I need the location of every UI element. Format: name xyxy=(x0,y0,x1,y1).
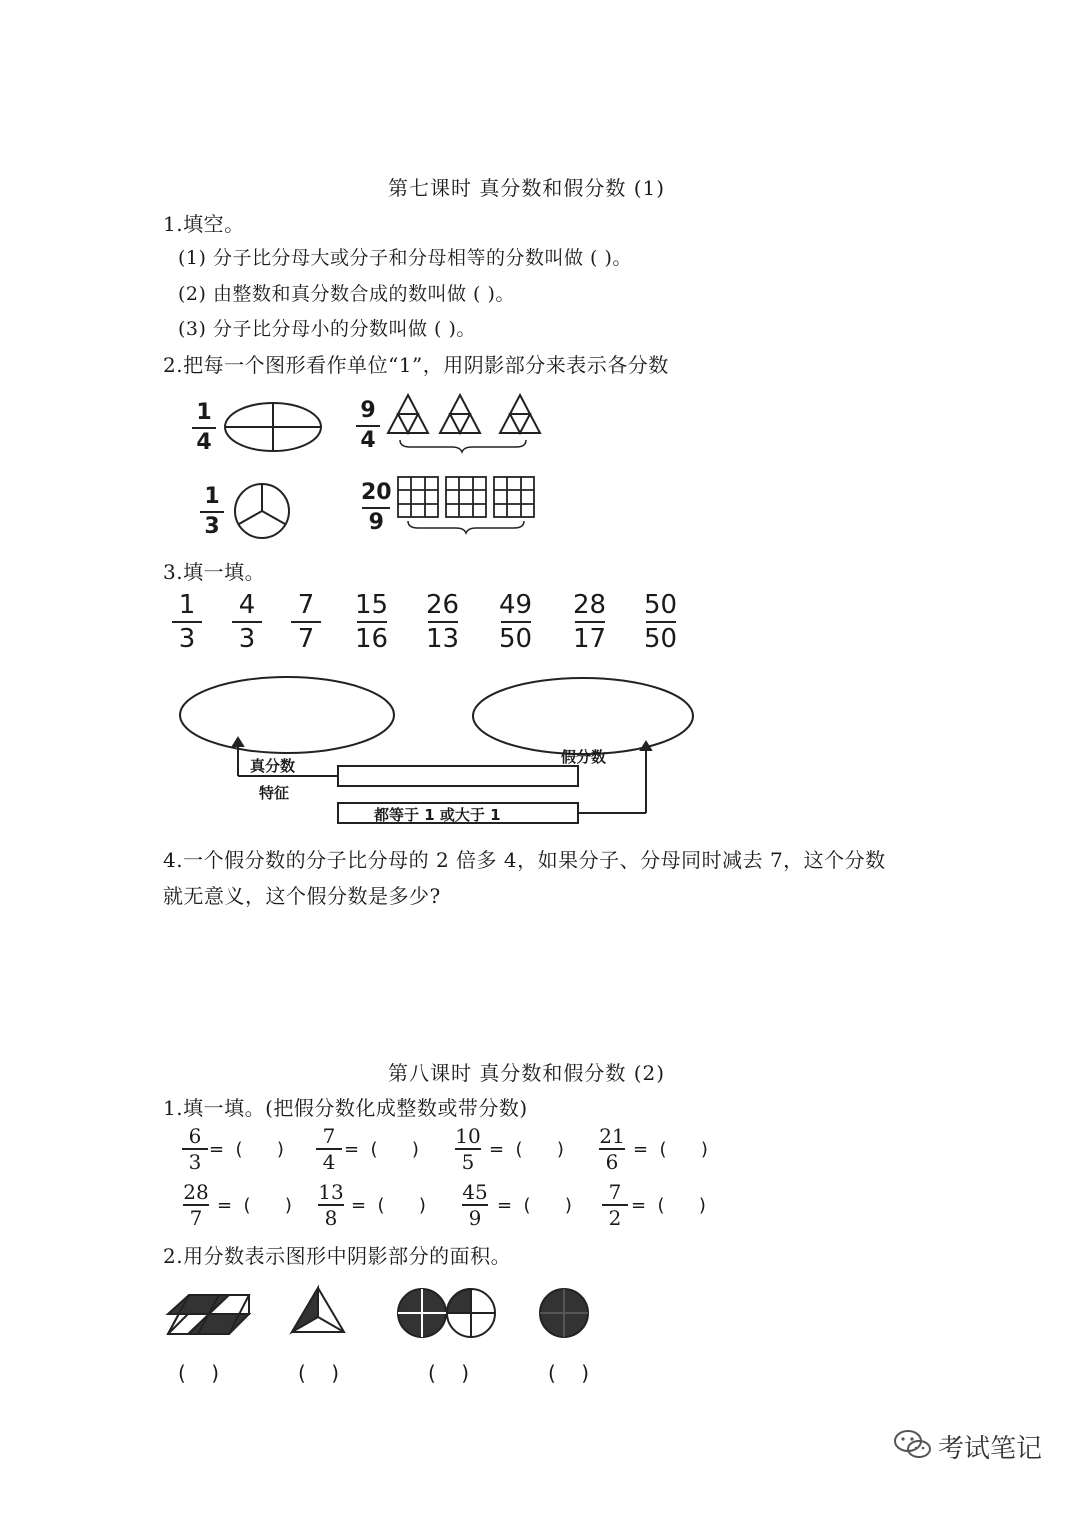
l7-q1-item-3: (3) 分子比分母小的分数叫做 ( )。 xyxy=(178,318,476,340)
fraction-1-3: 1 3 xyxy=(200,486,224,538)
fraction-1-4: 1 4 xyxy=(192,402,216,454)
q3-fraction-8: 50 50 xyxy=(644,590,678,654)
l8-blank-6[interactable]: = ( ) xyxy=(351,1195,426,1216)
full-circle-figure xyxy=(540,1289,588,1337)
q3-fraction-3: 7 7 xyxy=(291,592,321,652)
l7-q1-heading: 1.填空。 xyxy=(163,212,245,236)
l7-q4-line1: 4.一个假分数的分子比分母的 2 倍多 4，如果分子、分母同时减去 7，这个分数 xyxy=(163,848,886,872)
q3-fraction-1: 1 3 xyxy=(172,592,202,652)
q3-fraction-2: 4 3 xyxy=(232,592,262,652)
improper-fraction-label: 假分数 xyxy=(561,748,607,766)
l8-blank-1[interactable]: = ( ) xyxy=(209,1139,284,1160)
wechat-icon xyxy=(893,1428,933,1462)
fraction-20-9: 20 9 xyxy=(361,480,392,535)
l7-q4-line2: 就无意义，这个假分数是多少? xyxy=(163,884,441,908)
answer-blank-4[interactable]: ( ) xyxy=(548,1361,590,1385)
condition-label: 都等于 1 或大于 1 xyxy=(374,806,501,824)
l8-fraction-6: 13 8 xyxy=(318,1180,344,1230)
proper-fraction-label: 真分数 xyxy=(250,757,296,775)
l7-q1-item-1: (1) 分子比分母大或分子和分母相等的分数叫做 ( )。 xyxy=(178,247,632,269)
l8-blank-7[interactable]: = ( ) xyxy=(497,1195,572,1216)
l8-blank-3[interactable]: = ( ) xyxy=(489,1139,564,1160)
l8-fraction-5: 28 7 xyxy=(183,1180,209,1230)
l8-q1-heading: 1.填一填。(把假分数化成整数或带分数) xyxy=(163,1096,528,1120)
l7-q1-item-2: (2) 由整数和真分数合成的数叫做 ( )。 xyxy=(178,283,515,305)
lesson7-title: 第七课时 真分数和假分数 (1) xyxy=(388,176,666,200)
l8-blank-8[interactable]: = ( ) xyxy=(631,1195,706,1216)
lesson8-title: 第八课时 真分数和假分数 (2) xyxy=(388,1061,666,1085)
l8-fraction-4: 21 6 xyxy=(599,1124,625,1174)
l8-fraction-2: 7 4 xyxy=(316,1126,342,1172)
l8-fraction-3: 10 5 xyxy=(455,1124,481,1174)
parallelogram-figure xyxy=(168,1295,249,1334)
l7-q2-heading: 2.把每一个图形看作单位“1”，用阴影部分来表示各分数 xyxy=(163,353,669,377)
q3-fraction-4: 15 16 xyxy=(355,590,389,654)
two-circles-figure xyxy=(398,1289,495,1337)
l8-fraction-1: 6 3 xyxy=(182,1126,208,1172)
l8-blank-2[interactable]: = ( ) xyxy=(344,1139,419,1160)
q3-fraction-6: 49 50 xyxy=(499,590,533,654)
l8-q2-heading: 2.用分数表示图形中阴影部分的面积。 xyxy=(163,1244,512,1268)
answer-blank-1[interactable]: ( ) xyxy=(178,1361,220,1385)
l8-fraction-7: 45 9 xyxy=(462,1180,488,1230)
feature-label: 特征 xyxy=(259,784,290,802)
l8-fraction-8: 7 2 xyxy=(602,1182,628,1228)
answer-blank-2[interactable]: ( ) xyxy=(298,1361,340,1385)
l8-blank-5[interactable]: = ( ) xyxy=(217,1195,292,1216)
fraction-9-4: 9 4 xyxy=(356,400,380,452)
watermark-text: 考试笔记 xyxy=(938,1434,1043,1464)
q3-fraction-5: 26 13 xyxy=(426,590,460,654)
q3-fraction-7: 28 17 xyxy=(573,590,607,654)
answer-blank-3[interactable]: ( ) xyxy=(428,1361,470,1385)
l8-blank-4[interactable]: = ( ) xyxy=(633,1139,708,1160)
triangle-figure xyxy=(292,1288,344,1332)
l7-q3-heading: 3.填一填。 xyxy=(163,560,266,584)
